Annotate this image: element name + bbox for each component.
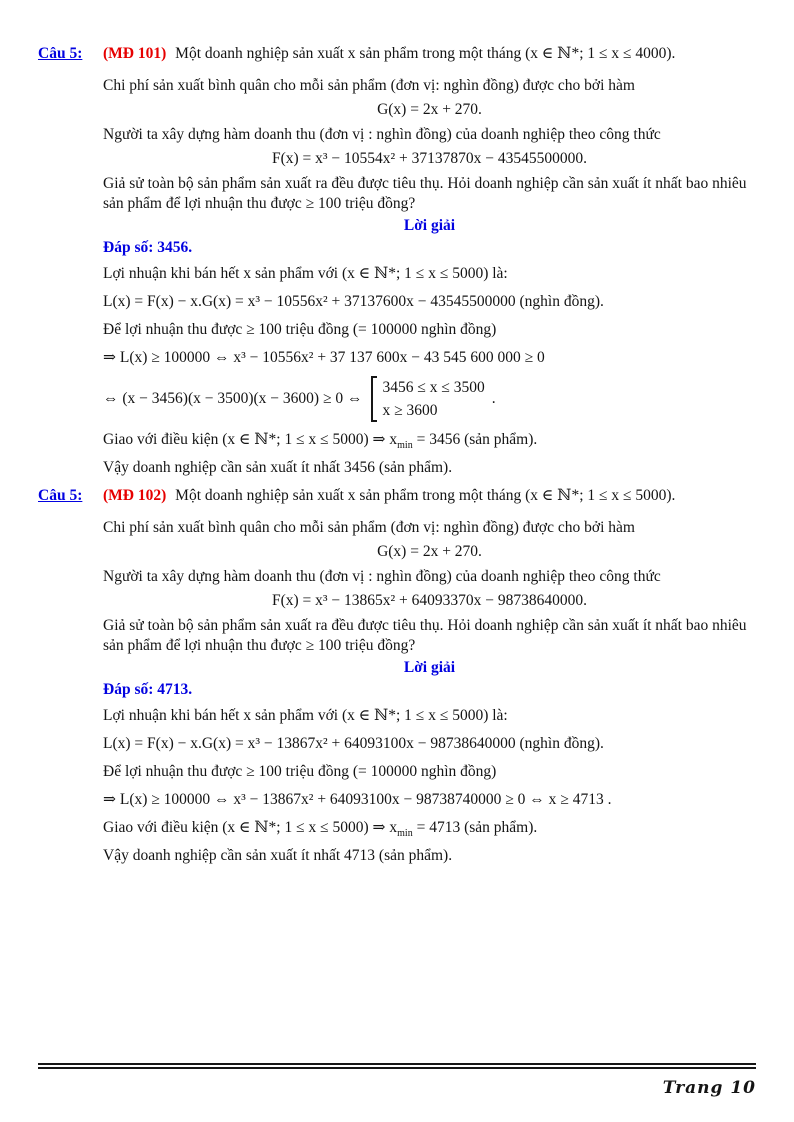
system-period: .	[491, 390, 496, 407]
system-case-1: 3456 ≤ x ≤ 3500	[382, 379, 485, 396]
question-head-text: Một doanh nghiệp sản xuất x sản phẩm trong một tháng (x ∈ ℕ*; 1 ≤ x ≤ 5000).	[175, 487, 676, 504]
cost-paragraph: Chi phí sản xuất bình quân cho mỗi sản phẩm (đơn vị: nghìn đồng) được cho bởi hàm	[103, 519, 635, 536]
system-cases	[382, 376, 484, 422]
inequality-line: ⇒ L(x) ≥ 100000 ⇔ x³ − 10556x² + 37 137 600x − 43 545 600 000 ≥ 0	[103, 349, 545, 366]
answer-line: Đáp số: 3456.	[103, 239, 193, 256]
conclusion-line: Vậy doanh nghiệp cần sản xuất ít nhất 4713 (sản phẩm).	[103, 847, 453, 864]
question-label: Câu 5:	[38, 45, 83, 62]
min-subscript: min	[397, 440, 413, 452]
solution-intro: Lợi nhuận khi bán hết x sản phẩm với (x ∈ ℕ*; 1 ≤ x ≤ 5000) là:	[103, 265, 508, 282]
revenue-paragraph: Người ta xây dựng hàm doanh thu (đơn vị : nghìn đồng) của doanh nghiệp theo công thức	[103, 568, 661, 585]
intersection-post: = 3456 (sản phẩm).	[412, 431, 538, 448]
question-block-md101	[38, 44, 756, 478]
cost-paragraph: Chi phí sản xuất bình quân cho mỗi sản phẩm (đơn vị: nghìn đồng) được cho bởi hàm	[103, 77, 635, 94]
page-number: Trang 10	[662, 1078, 756, 1098]
question-paragraph: Giả sử toàn bộ sản phẩm sản xuất ra đều được tiêu thụ. Hỏi doanh nghiệp cần sản xuất ít nhất bao nhiêu sản phẩm để lợi nhuận thu được ≥ 100 triệu đồng?	[103, 175, 747, 212]
answer-line: Đáp số: 4713.	[103, 681, 193, 698]
min-subscript: min	[397, 828, 413, 840]
formula-g: G(x) = 2x + 270.	[377, 101, 482, 118]
question-head	[38, 44, 756, 64]
formula-g: G(x) = 2x + 270.	[377, 543, 482, 560]
question-head-text: Một doanh nghiệp sản xuất x sản phẩm trong một tháng (x ∈ ℕ*; 1 ≤ x ≤ 4000).	[175, 45, 676, 62]
conclusion-line: Vậy doanh nghiệp cần sản xuất ít nhất 3456 (sản phẩm).	[103, 459, 453, 476]
solution-heading: Lời giải	[403, 217, 456, 234]
inequality-line: ⇒ L(x) ≥ 100000 ⇔ x³ − 13867x² + 64093100x − 98738740000 ≥ 0 ⇔ x ≥ 4713 .	[103, 791, 612, 808]
case-system-line	[103, 376, 756, 422]
profit-function-line: L(x) = F(x) − x.G(x) = x³ − 10556x² + 37137600x − 43545500000 (nghìn đồng).	[103, 293, 604, 310]
exam-code-badge: (MĐ 102)	[103, 487, 167, 504]
footer-double-rule	[38, 1063, 756, 1069]
solution-heading: Lời giải	[403, 659, 456, 676]
intersection-post: = 4713 (sản phẩm).	[412, 819, 538, 836]
page-footer	[38, 1063, 756, 1098]
formula-f: F(x) = x³ − 13865x² + 64093370x − 98738640000.	[271, 592, 588, 609]
intersection-line	[103, 818, 756, 838]
question-head	[38, 486, 756, 506]
condition-line: Để lợi nhuận thu được ≥ 100 triệu đồng (= 100000 nghìn đồng)	[103, 321, 497, 338]
formula-f: F(x) = x³ − 10554x² + 37137870x − 43545500000.	[271, 150, 588, 167]
solution-intro: Lợi nhuận khi bán hết x sản phẩm với (x ∈ ℕ*; 1 ≤ x ≤ 5000) là:	[103, 707, 508, 724]
question-paragraph: Giả sử toàn bộ sản phẩm sản xuất ra đều được tiêu thụ. Hỏi doanh nghiệp cần sản xuất ít nhất bao nhiêu sản phẩm để lợi nhuận thu được ≥ 100 triệu đồng?	[103, 617, 747, 654]
left-square-bracket	[371, 376, 377, 422]
page-content	[38, 44, 756, 874]
question-block-md102	[38, 486, 756, 866]
condition-line: Để lợi nhuận thu được ≥ 100 triệu đồng (= 100000 nghìn đồng)	[103, 763, 497, 780]
profit-function-line: L(x) = F(x) − x.G(x) = x³ − 13867x² + 64093100x − 98738640000 (nghìn đồng).	[103, 735, 604, 752]
revenue-paragraph: Người ta xây dựng hàm doanh thu (đơn vị : nghìn đồng) của doanh nghiệp theo công thức	[103, 126, 661, 143]
exam-code-badge: (MĐ 101)	[103, 45, 167, 62]
question-label: Câu 5:	[38, 487, 83, 504]
intersection-line	[103, 430, 756, 450]
system-prefix: ⇔ (x − 3456)(x − 3500)(x − 3600) ≥ 0 ⇔	[103, 390, 363, 407]
intersection-pre: Giao với điều kiện (x ∈ ℕ*; 1 ≤ x ≤ 5000) ⇒ x	[103, 431, 398, 448]
intersection-pre: Giao với điều kiện (x ∈ ℕ*; 1 ≤ x ≤ 5000) ⇒ x	[103, 819, 398, 836]
system-case-2: x ≥ 3600	[382, 402, 438, 419]
